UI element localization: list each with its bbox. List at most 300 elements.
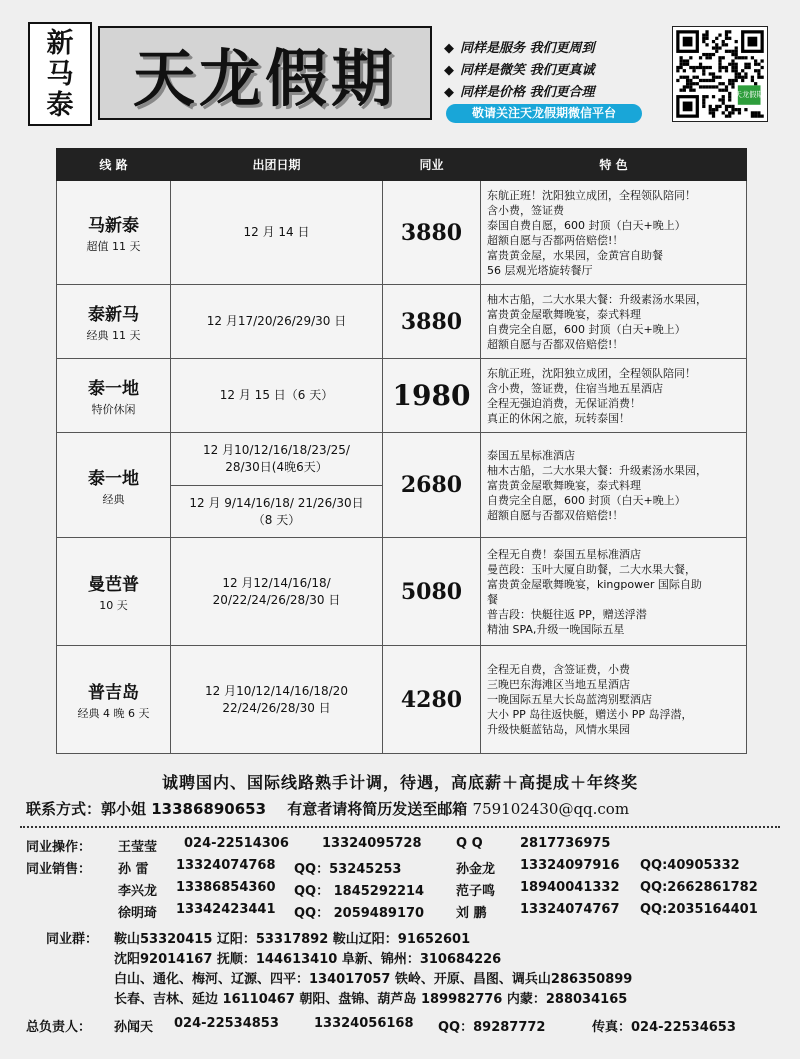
qr-module (731, 105, 734, 108)
sales-mobile[interactable]: 13386854360 (176, 880, 276, 895)
qr-module (689, 82, 692, 85)
slogan: ◆ 同样是服务 我们更周到 (444, 41, 595, 56)
qr-module (702, 98, 705, 101)
qr-module (702, 33, 705, 36)
slogan: ◆ 同样是价格 我们更合理 (444, 85, 595, 100)
feature-line: 精油 SPA,升级一晚国际五星 (487, 622, 625, 636)
qr-label: 天龙假期 (734, 90, 764, 100)
qr-module (735, 76, 738, 79)
qr-module (725, 50, 728, 53)
route-sub: 经典 (102, 492, 125, 506)
qr-module (679, 59, 682, 62)
ops-qq[interactable]: 2817736975 (520, 836, 611, 851)
qr-module (686, 63, 689, 66)
qr-module (754, 69, 757, 72)
qr-module (728, 82, 731, 85)
qr-module (718, 82, 721, 85)
qr-module (696, 82, 699, 85)
qr-module (751, 79, 754, 82)
qr-module (679, 76, 682, 79)
qr-module (679, 63, 682, 66)
chief-fax[interactable]: 传真：024-22534653 (592, 1020, 736, 1035)
qr-module (696, 76, 699, 79)
qr-module (683, 63, 686, 66)
qr-module (738, 111, 741, 114)
table-row (57, 646, 747, 754)
qr-module (725, 43, 728, 46)
qr-module (728, 92, 731, 95)
feature-line: 富贵黄金屋歌舞晚宴，泰式料理 (487, 307, 641, 321)
divider (20, 826, 780, 828)
qr-module (728, 115, 731, 118)
qr-module (696, 66, 699, 69)
qr-module (709, 105, 712, 108)
qr-module (718, 105, 721, 108)
qr-module (705, 79, 708, 82)
qr-module (731, 82, 734, 85)
qr-module (712, 108, 715, 111)
qr-module (722, 56, 725, 59)
qr-module (744, 108, 747, 111)
feature-line: 泰国自费自愿，600 封顶（白天+晚上） (487, 218, 686, 232)
route-name: 泰新马 (88, 305, 139, 325)
sales-mobile[interactable]: 13324097916 (520, 858, 620, 873)
qr-module (718, 76, 721, 79)
price-cell: 4280 (383, 646, 481, 754)
qr-module (689, 79, 692, 82)
qr-module (718, 63, 721, 66)
col-date: 出团日期 (171, 149, 383, 181)
route-sub: 经典 11 天 (86, 329, 141, 342)
feature-line: 普吉段：快艇往返 PP，赠送浮潜 (487, 607, 647, 621)
table-row (57, 359, 747, 433)
qr-module (725, 108, 728, 111)
qr-module (683, 76, 686, 79)
qr-module (715, 108, 718, 111)
qr-module (689, 66, 692, 69)
qr-module (689, 56, 692, 59)
feature-line: 柚木古船，二大水果大餐：升级素汤水果园， (487, 292, 707, 306)
qr-module (705, 66, 708, 69)
qr-module (709, 79, 712, 82)
route-cell (57, 359, 171, 433)
diamond-bullet-icon: ◆ (444, 63, 454, 78)
sales-name: 徐明琦 (118, 906, 158, 921)
qr-module (702, 85, 705, 88)
qr-module (699, 56, 702, 59)
sales-label: 同业销售： (26, 862, 92, 877)
qr-module (718, 98, 721, 101)
date-cell: 12 月17/20/26/29/30 日 (171, 285, 383, 359)
qr-module (731, 59, 734, 62)
feature-line: 超额自愿与否都双倍赔偿!！ (487, 508, 624, 522)
sales-name: 李兴龙 (118, 884, 158, 899)
qr-module (725, 30, 728, 33)
qr-module (735, 63, 738, 66)
qr-module (728, 37, 731, 40)
qr-module (751, 76, 754, 79)
qr-module (709, 56, 712, 59)
qr-module (725, 69, 728, 72)
qr-module (754, 111, 757, 114)
qr-module (728, 63, 731, 66)
qr-module (715, 37, 718, 40)
qr-module (709, 53, 712, 56)
feature-line: 一晚国际五星大长岛蓝湾别墅酒店 (487, 693, 652, 706)
qr-module (735, 72, 738, 75)
route-cell (57, 433, 171, 538)
qr-module (718, 69, 721, 72)
qr-module (731, 69, 734, 72)
qr-module (722, 98, 725, 101)
date-cell: 12 月10/12/14/16/18/20 22/24/26/28/30 日 (171, 646, 383, 754)
diamond-bullet-icon: ◆ (444, 41, 454, 56)
qr-module (728, 50, 731, 53)
qr-module (699, 79, 702, 82)
qr-module (715, 85, 718, 88)
qr-module (702, 69, 705, 72)
sales-mobile[interactable]: 13324074768 (176, 858, 276, 873)
qr-module (731, 66, 734, 69)
qr-module (709, 66, 712, 69)
qr-module (718, 46, 721, 49)
qr-module (712, 40, 715, 43)
price-cell: 3880 (383, 285, 481, 359)
qr-module (722, 43, 725, 46)
qr-module (699, 63, 702, 66)
qr-module (728, 105, 731, 108)
qr-module (728, 30, 731, 33)
table-row (57, 433, 747, 486)
ops-name: 王莹莹 (118, 840, 158, 855)
price-cell: 2680 (383, 433, 481, 538)
qr-module (715, 46, 718, 49)
qr-module (683, 59, 686, 62)
qr-module (722, 66, 725, 69)
qr-module (683, 89, 686, 92)
contact-phone[interactable]: 13386890653 (151, 800, 267, 818)
qr-module (735, 53, 738, 56)
features-cell (481, 181, 747, 285)
qr-module (757, 115, 760, 118)
route-cell (57, 538, 171, 646)
qr-module (725, 89, 728, 92)
qr-module (722, 89, 725, 92)
qr-module (712, 53, 715, 56)
qr-module (725, 33, 728, 36)
price-cell: 1980 (383, 359, 481, 433)
qr-module (735, 79, 738, 82)
qr-module (738, 108, 741, 111)
tour-table (56, 148, 747, 754)
qr-module (731, 79, 734, 82)
qr-module (712, 85, 715, 88)
feature-line: 全程无自费！泰国五星标准酒店 (487, 547, 641, 561)
qr-module (735, 46, 738, 49)
features-cell (481, 646, 747, 754)
feature-line: 超额自愿与否都双倍赔偿!！ (487, 337, 624, 351)
chief-qq[interactable]: QQ：89287772 (438, 1020, 546, 1035)
qr-module (702, 105, 705, 108)
qr-module (702, 95, 705, 98)
features-cell (481, 433, 747, 538)
feature-line: 东航正班，沈阳独立成团，全程领队陪同！ (487, 366, 696, 380)
col-price: 同业 (383, 149, 481, 181)
slogan-list (444, 38, 664, 104)
qr-module (741, 76, 744, 79)
qr-module (744, 63, 747, 66)
qr-module (735, 108, 738, 111)
table-row (57, 538, 747, 646)
qr-module (683, 85, 686, 88)
feature-line: 升级快艇蓝钻岛，风情水果园 (487, 723, 630, 736)
qr-module (709, 108, 712, 111)
features-cell (481, 285, 747, 359)
qr-module (689, 89, 692, 92)
sales-qq[interactable]: QQ:40905332 (640, 858, 740, 873)
date-cell: 12 月 9/14/16/18/ 21/26/30日 （8 天） (171, 486, 383, 538)
qr-module (686, 79, 689, 82)
qr-module (728, 111, 731, 114)
qr-module (715, 76, 718, 79)
features-cell (481, 538, 747, 646)
qr-module (712, 95, 715, 98)
qr-module (722, 82, 725, 85)
qr-module (715, 43, 718, 46)
qr-module (712, 46, 715, 49)
qr-module (715, 105, 718, 108)
route-name: 曼芭普 (88, 575, 139, 595)
qr-module (692, 66, 695, 69)
feature-line: 自费完全自愿，600 封顶（白天+晚上） (487, 322, 686, 336)
qr-module (676, 66, 679, 69)
group-label: 同业群： (46, 932, 99, 947)
qr-module (686, 85, 689, 88)
qr-module (757, 63, 760, 66)
feature-line: 全程无强迫消费，无保证消费！ (487, 396, 641, 410)
group-line: 鞍山53320415 辽阳：53317892 鞍山辽阳：91652601 (114, 932, 471, 947)
feature-line: 富贵黄金屋歌舞晚宴，泰式料理 (487, 478, 641, 492)
logo-char: 马 (46, 58, 74, 90)
date-cell: 12 月 14 日 (171, 181, 383, 285)
qr-module (705, 85, 708, 88)
qr-module (679, 66, 682, 69)
contact-label: 联系方式：郭小姐 (26, 800, 147, 818)
feature-line: 曼芭段：玉叶大厦自助餐，二大水果大餐， (487, 562, 696, 576)
mail-instruction: 有意者请将简历发送至邮箱 (287, 800, 468, 818)
qr-module (702, 53, 705, 56)
feature-line: 泰国五星标准酒店 (487, 448, 575, 462)
route-cell (57, 181, 171, 285)
qr-module (735, 40, 738, 43)
qr-module (676, 79, 679, 82)
qr-module (761, 59, 764, 62)
qr-module (735, 66, 738, 69)
qr-module (757, 69, 760, 72)
qr-module (722, 102, 725, 105)
logo-char: 泰 (46, 89, 74, 121)
feature-line: 餐 (487, 592, 498, 606)
sales-qq[interactable]: QQ：53245253 (294, 862, 402, 877)
qr-module (692, 69, 695, 72)
qr-module (712, 76, 715, 79)
group-line: 沈阳92014167 抚顺：144613410 阜新、锦州：310684226 (114, 952, 502, 967)
qr-module (702, 66, 705, 69)
table-row (57, 285, 747, 359)
qr-module (738, 56, 741, 59)
qr-module (744, 72, 747, 75)
sales-qq[interactable]: QQ： 1845292214 (294, 884, 425, 899)
qr-module (754, 115, 757, 118)
qr-module (705, 43, 708, 46)
logo-char: 新 (46, 27, 74, 59)
feature-line: 全程无自费，含签证费，小费 (487, 663, 630, 676)
qr-module (751, 115, 754, 118)
qr-module (689, 85, 692, 88)
feature-line: 富贵黄金屋，水果园，金黄宫自助餐 (487, 248, 663, 262)
qr-module (712, 115, 715, 118)
qr-module (702, 102, 705, 105)
qr-module (699, 85, 702, 88)
qr-module (705, 30, 708, 33)
qr-module (686, 76, 689, 79)
qr-code-graphic (673, 27, 767, 121)
qr-module (731, 53, 734, 56)
feature-line: 超额自愿与否都两倍赔偿!！ (487, 233, 624, 247)
qr-module (754, 63, 757, 66)
qr-module (702, 40, 705, 43)
slogan: ◆ 同样是微笑 我们更真诚 (444, 63, 595, 78)
sales-mobile[interactable]: 13342423441 (176, 902, 276, 917)
qr-module (718, 56, 721, 59)
qr-module (725, 115, 728, 118)
qr-module (722, 95, 725, 98)
qr-module (712, 72, 715, 75)
feature-line: 真正的休闲之旅，玩转泰国！ (487, 411, 630, 425)
qr-module (686, 82, 689, 85)
qr-module (761, 115, 764, 118)
feature-line: 富贵黄金屋歌舞晚宴，kingpower 国际自助 (487, 577, 702, 591)
sales-qq[interactable]: QQ:2662861782 (640, 880, 758, 895)
qr-module (699, 66, 702, 69)
email-link[interactable]: 759102430@qq.com (472, 800, 630, 818)
date-cell: 12 月12/14/16/18/ 20/22/24/26/28/30 日 (171, 538, 383, 646)
route-sub: 10 天 (99, 599, 128, 612)
header (0, 0, 800, 140)
qr-module (715, 50, 718, 53)
route-sub: 经典 4 晚 6 天 (77, 707, 150, 720)
feature-line: 柚木古船，二大水果大餐：升级素汤水果园， (487, 463, 707, 477)
route-name: 泰一地 (88, 379, 139, 399)
qr-module (731, 108, 734, 111)
qr-module (725, 37, 728, 40)
qr-module (731, 63, 734, 66)
contact-line (26, 798, 629, 819)
qr-code-icon[interactable] (672, 26, 768, 122)
qr-module (728, 79, 731, 82)
qr-module (738, 76, 741, 79)
route-name: 泰一地 (88, 468, 139, 489)
qr-module (748, 63, 751, 66)
feature-line: 东航正班！沈阳独立成团，全程领队陪同！ (487, 188, 696, 202)
feature-line: 三晚巴东海滩区当地五星酒店 (487, 678, 630, 691)
qr-module (692, 76, 695, 79)
qr-module (676, 69, 679, 72)
sales-name: 范子鸣 (456, 884, 496, 899)
qr-module (741, 69, 744, 72)
qr-module (744, 76, 747, 79)
qr-module (744, 66, 747, 69)
sales-mobile[interactable]: 18940041332 (520, 880, 620, 895)
price-cell: 5080 (383, 538, 481, 646)
qr-module (692, 89, 695, 92)
chief-name: 孙闻天 (114, 1020, 154, 1035)
qr-module (735, 50, 738, 53)
group-line: 长春、吉林、延边 16110467 朝阳、盘锦、葫芦岛 189982776 内蒙：288034165 (114, 992, 628, 1007)
price-cell: 3880 (383, 181, 481, 285)
qr-module (683, 69, 686, 72)
qr-module (686, 59, 689, 62)
ops-phone[interactable]: 024-22514306 (184, 836, 289, 851)
ops-qq-label: Q Q (456, 836, 483, 851)
col-features: 特 色 (481, 149, 747, 181)
route-name: 普吉岛 (88, 683, 139, 703)
route-sub: 特价休闲 (91, 403, 136, 416)
qr-module (725, 66, 728, 69)
features-cell (481, 359, 747, 433)
qr-module (692, 82, 695, 85)
qr-module (705, 33, 708, 36)
qr-module (709, 85, 712, 88)
qr-module (741, 79, 744, 82)
qr-module (725, 105, 728, 108)
date-cell: 12 月 15 日（6 天） (171, 359, 383, 433)
qr-module (761, 76, 764, 79)
qr-module (705, 95, 708, 98)
qr-module (718, 59, 721, 62)
chief-phone[interactable]: 024-22534853 (174, 1016, 279, 1031)
qr-module (705, 56, 708, 59)
qr-module (748, 66, 751, 69)
route-cell (57, 285, 171, 359)
sales-name: 孙 雷 (118, 862, 149, 877)
qr-module (705, 53, 708, 56)
qr-module (757, 72, 760, 75)
ops-mobile[interactable]: 13324095728 (322, 836, 422, 851)
sales-qq[interactable]: QQ:2035164401 (640, 902, 758, 917)
feature-line: 56 层观光塔旋转餐厅 (487, 263, 593, 277)
qr-module (751, 56, 754, 59)
chief-mobile[interactable]: 13324056168 (314, 1016, 414, 1031)
qr-module (744, 56, 747, 59)
sales-qq[interactable]: QQ： 2059489170 (294, 906, 425, 921)
qr-module (735, 56, 738, 59)
qr-module (718, 66, 721, 69)
sales-mobile[interactable]: 13324074767 (520, 902, 620, 917)
qr-module (761, 66, 764, 69)
qr-module (731, 111, 734, 114)
col-route: 线 路 (57, 149, 171, 181)
qr-module (702, 79, 705, 82)
qr-module (754, 59, 757, 62)
qr-module (757, 76, 760, 79)
qr-module (718, 33, 721, 36)
sales-name: 刘 鹏 (456, 906, 487, 921)
qr-module (712, 79, 715, 82)
qr-module (702, 72, 705, 75)
qr-module (738, 72, 741, 75)
feature-line: 含小费，签证费，住宿当地五星酒店 (487, 381, 663, 395)
